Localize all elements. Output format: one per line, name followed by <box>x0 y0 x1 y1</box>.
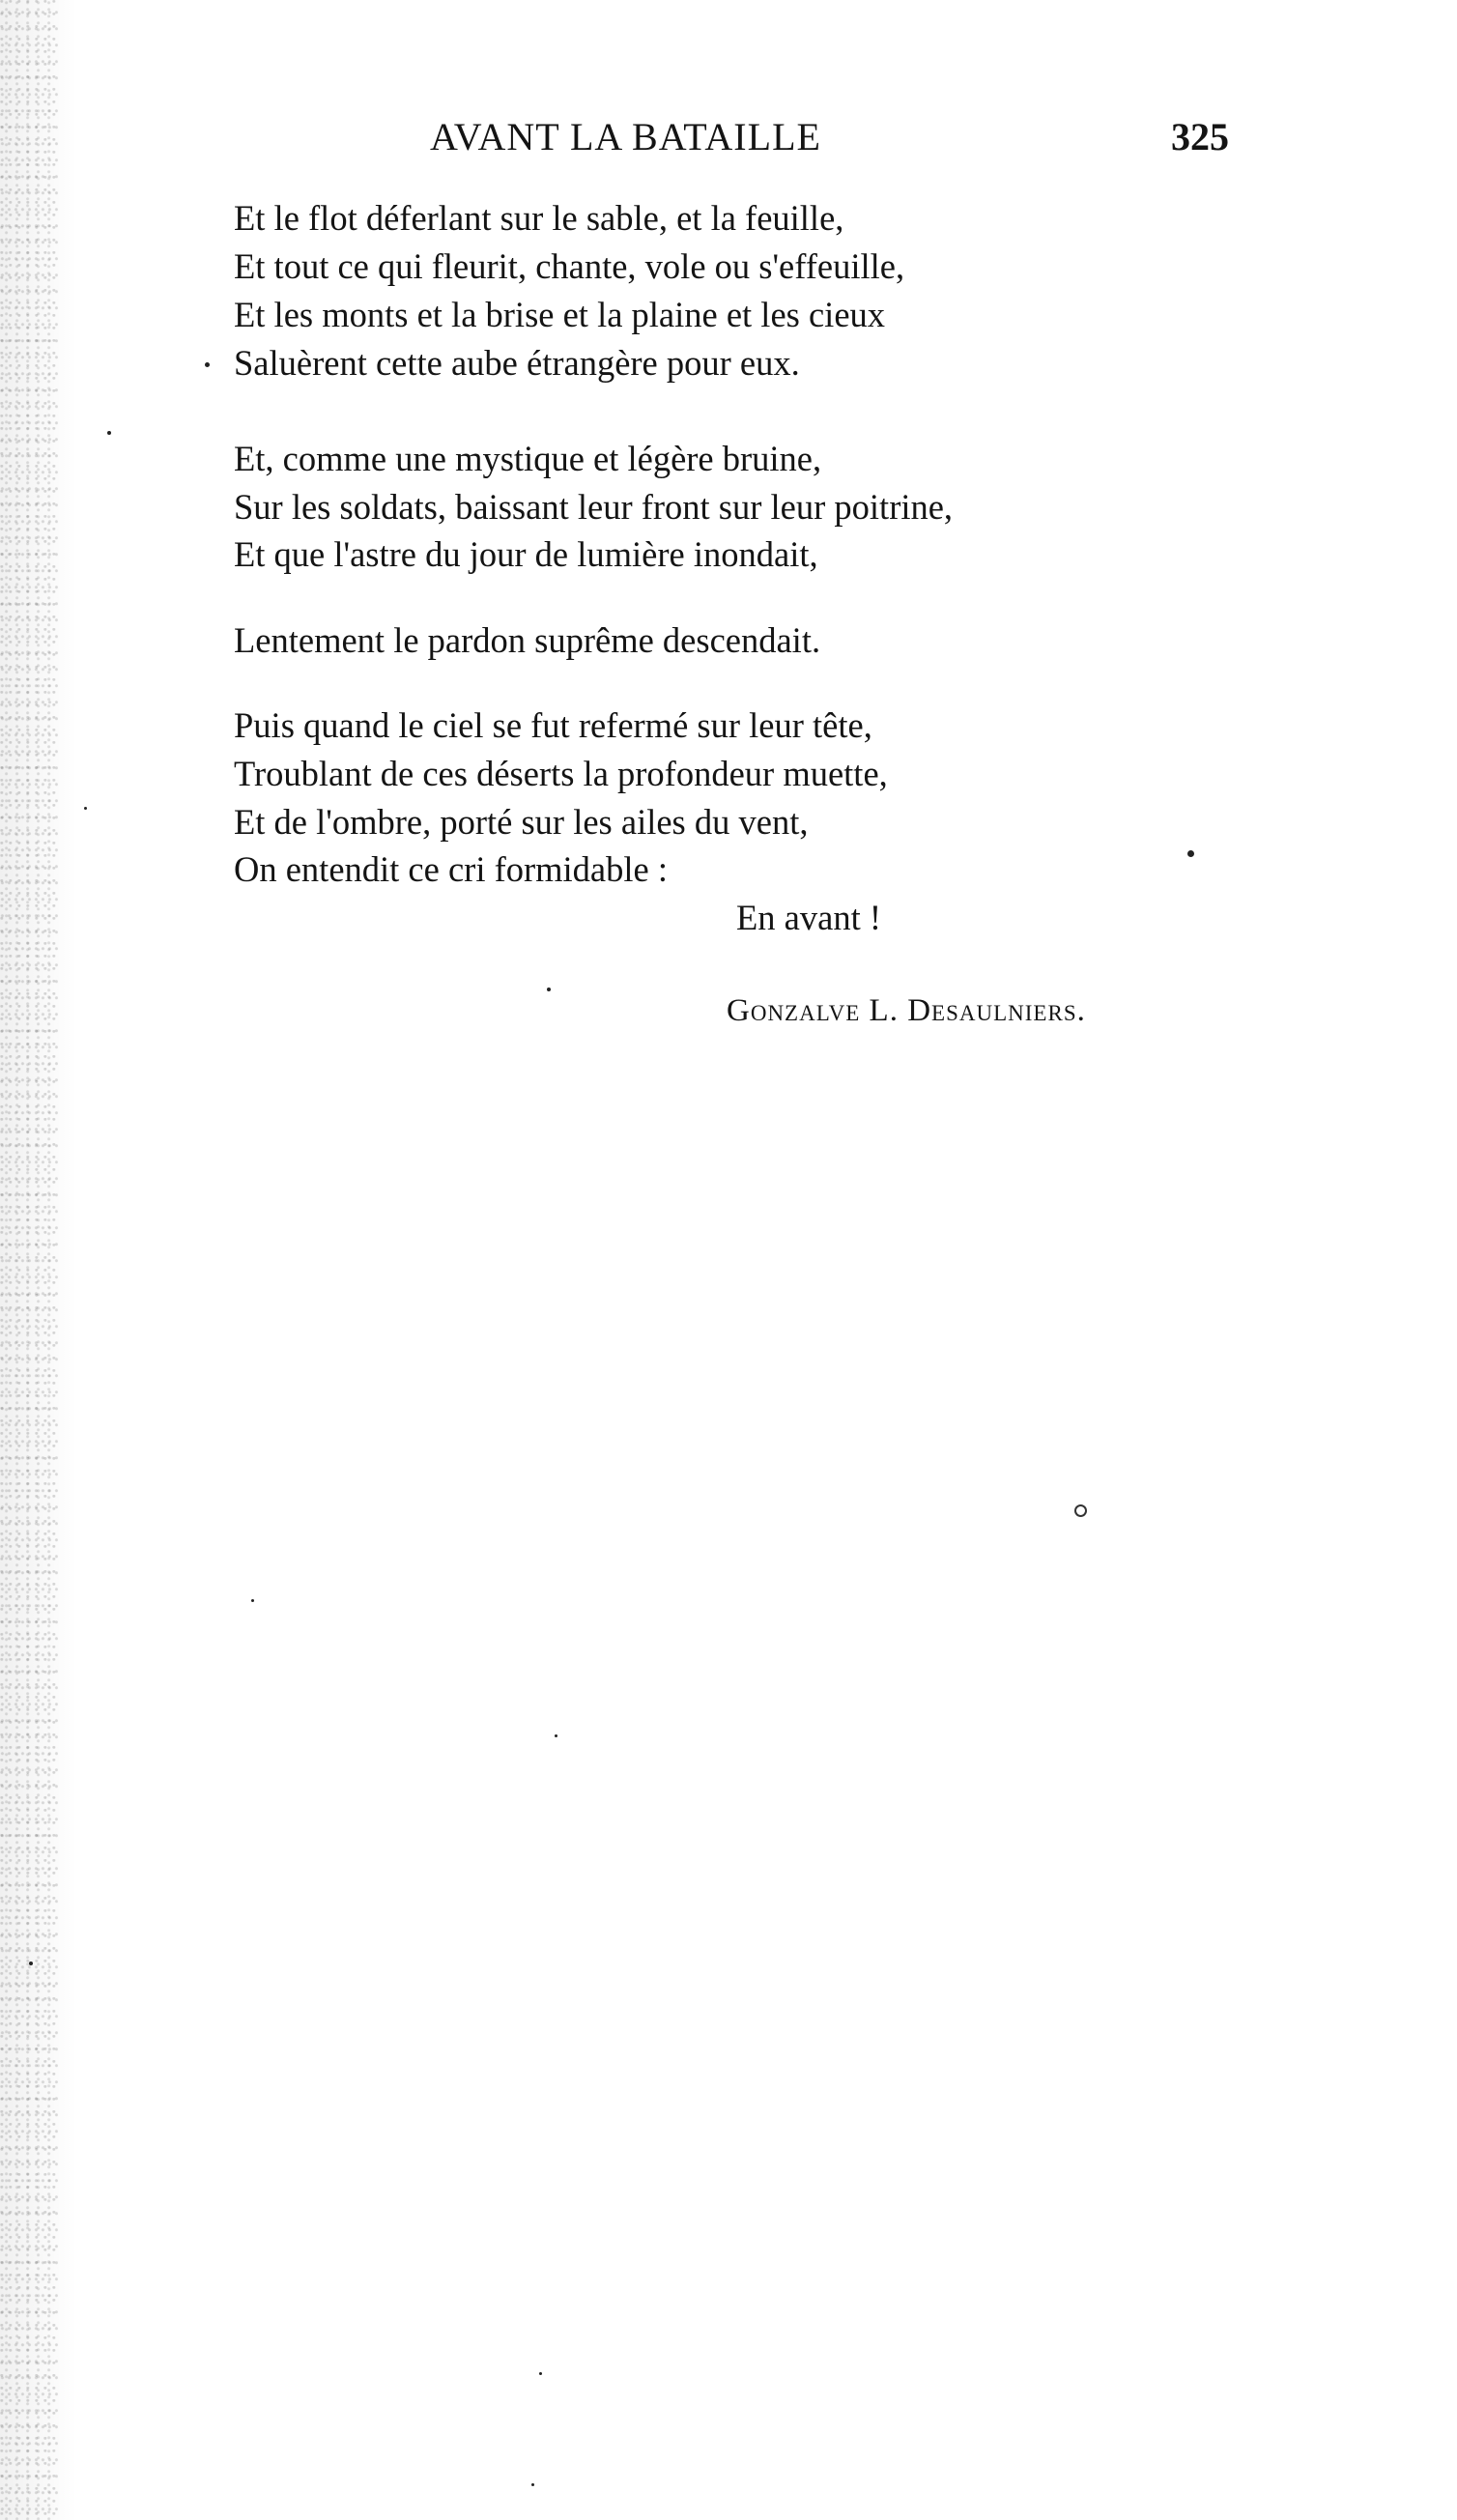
scan-speck <box>1074 1504 1087 1517</box>
page-number: 325 <box>1171 115 1229 158</box>
closing-line: En avant ! <box>736 898 881 937</box>
verse-line: On entendit ce cri formidable : <box>234 849 668 889</box>
verse-line: Et de l'ombre, porté sur les ailes du vent, <box>234 802 809 842</box>
page-edge-speckle <box>0 0 58 2520</box>
verse-line: Et tout ce qui fleurit, chante, vole ou s'effeuille, <box>234 246 905 286</box>
verse-line: Et, comme une mystique et légère bruine, <box>234 439 822 478</box>
scan-speck <box>84 807 87 810</box>
scan-speck <box>547 988 551 991</box>
author-signature: Gonzalve L. Desaulniers. <box>727 993 1086 1028</box>
scan-speck <box>251 1599 254 1602</box>
verse-line: Et les monts et la brise et la plaine et les cieux <box>234 295 886 334</box>
scan-speck <box>29 1962 33 1965</box>
verse-line: Et le flot déferlant sur le sable, et la feuille, <box>234 198 844 238</box>
verse-line: Puis quand le ciel se fut refermé sur leur tête, <box>234 705 872 745</box>
scan-speck <box>539 2372 542 2375</box>
verse-line: Lentement le pardon suprême descendait. <box>234 620 821 660</box>
scan-speck <box>531 2483 534 2486</box>
scan-speck <box>1187 850 1194 857</box>
scan-speck <box>555 1734 557 1737</box>
scan-speck <box>107 431 111 435</box>
scan-speck <box>205 362 210 367</box>
verse-line: Saluèrent cette aube étrangère pour eux. <box>234 343 800 383</box>
verse-line: Sur les soldats, baissant leur front sur leur poitrine, <box>234 487 954 527</box>
verse-line: Troublant de ces déserts la profondeur muette, <box>234 754 888 793</box>
running-title: AVANT LA BATAILLE <box>430 115 821 158</box>
verse-line: Et que l'astre du jour de lumière inondait, <box>234 534 818 574</box>
